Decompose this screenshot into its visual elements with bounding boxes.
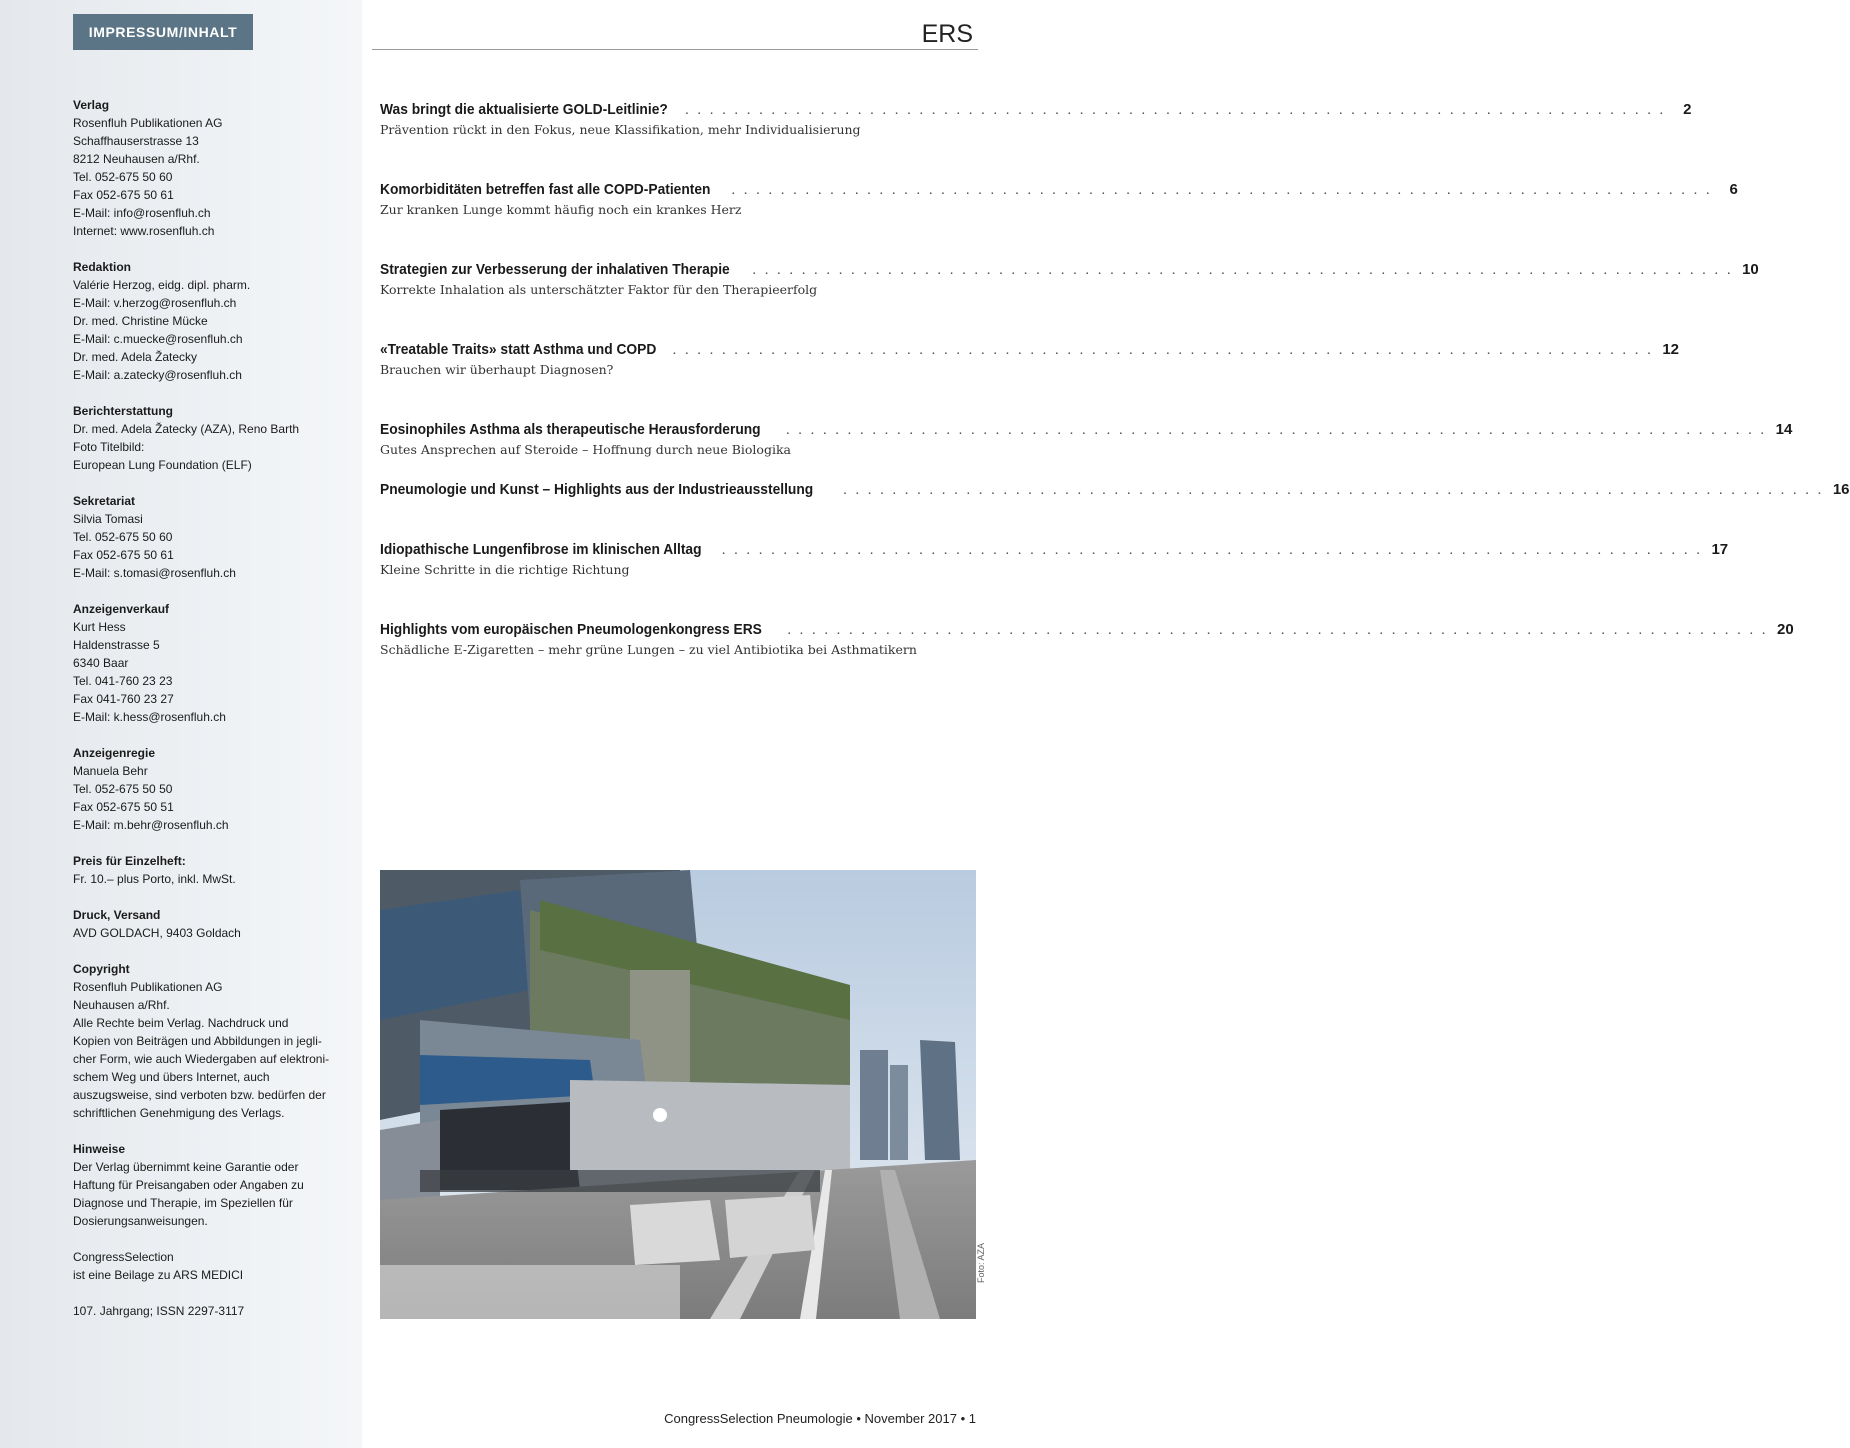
imprint-block	[73, 852, 348, 888]
imprint-line: Alle Rechte beim Verlag. Nachdruck und	[73, 1016, 289, 1030]
toc-heading-row	[380, 261, 1759, 278]
toc-subtitle: Korrekte Inhalation als unterschätzter Faktor für den Therapieerfolg	[380, 282, 818, 297]
imprint-heading: Anzeigenverkauf	[73, 602, 170, 616]
toc-title: Eosinophiles Asthma als therapeutische Herausforderung	[380, 421, 761, 438]
imprint-line: Der Verlag übernimmt keine Garantie oder	[73, 1160, 299, 1174]
imprint-line: Dr. med. Christine Mücke	[73, 314, 208, 328]
toc-title: «Treatable Traits» statt Asthma und COPD	[380, 341, 657, 358]
imprint-line: Fr. 10.– plus Porto, inkl. MwSt.	[73, 872, 236, 886]
imprint-line: Rosenfluh Publikationen AG	[73, 980, 223, 994]
imprint-line: Fax 052-675 50 51	[73, 800, 174, 814]
toc-leader-dots: . . . . . . . . . . . . . . . . . . . . . . . . . . . . . . . . . . . . . . . . . . . . . . . . . . . . . . . . . . . . . . . . . . . . . . . . . . . . . . . .	[752, 261, 1733, 278]
imprint-line: 6340 Baar	[73, 656, 129, 670]
imprint-line: schriftlichen Genehmigung des Verlags.	[73, 1106, 285, 1120]
venue-photo-illustration	[380, 870, 976, 1319]
imprint-line: Diagnose und Therapie, im Speziellen für	[73, 1196, 293, 1210]
toc-leader-dots: . . . . . . . . . . . . . . . . . . . . . . . . . . . . . . . . . . . . . . . . . . . . . . . . . . . . . . . . . . . . . . . . . . . . . . . . . . . . . . . .	[721, 541, 1703, 558]
toc-heading-row	[380, 481, 1850, 498]
toc-title: Komorbiditäten betreffen fast alle COPD-Patienten	[380, 181, 711, 198]
imprint-line: Internet: www.rosenfluh.ch	[73, 224, 215, 238]
toc-page-number: 12	[1662, 341, 1679, 358]
toc-leader-dots: . . . . . . . . . . . . . . . . . . . . . . . . . . . . . . . . . . . . . . . . . . . . . . . . . . . . . . . . . . . . . . . . . . . . . . . . . . . . . . . .	[785, 421, 1767, 438]
toc-leader-dots: . . . . . . . . . . . . . . . . . . . . . . . . . . . . . . . . . . . . . . . . . . . . . . . . . . . . . . . . . . . . . . . . . . . . . . . . . . . . . . . .	[731, 181, 1712, 198]
photo-credit: Foto: AZA	[976, 1242, 986, 1283]
toc-title: Highlights vom europäischen Pneumologenkongress ERS	[380, 621, 762, 638]
toc-subtitle: Kleine Schritte in die richtige Richtung	[380, 562, 630, 577]
imprint-line: Kurt Hess	[73, 620, 126, 634]
toc-title: Was bringt die aktualisierte GOLD-Leitlinie?	[380, 101, 668, 118]
imprint-column	[73, 96, 348, 1338]
toc-heading-row	[380, 101, 1692, 118]
imprint-block	[73, 600, 348, 726]
imprint-line: Rosenfluh Publikationen AG	[73, 116, 223, 130]
toc-page-number: 2	[1683, 101, 1692, 118]
imprint-line: Foto Titelbild:	[73, 440, 145, 454]
imprint-block	[73, 1302, 348, 1320]
imprint-block	[73, 402, 348, 474]
toc-entry[interactable]	[380, 181, 1738, 217]
toc-heading-row	[380, 541, 1729, 558]
toc-leader-dots: . . . . . . . . . . . . . . . . . . . . . . . . . . . . . . . . . . . . . . . . . . . . . . . . . . . . . . . . . . . . . . . . . . . . . . . . . . . . . . . .	[842, 481, 1824, 498]
imprint-line: Silvia Tomasi	[73, 512, 143, 526]
toc-title: Strategien zur Verbesserung der inhalativen Therapie	[380, 261, 730, 278]
toc-page-number: 16	[1832, 481, 1850, 498]
imprint-line: 8212 Neuhausen a/Rhf.	[73, 152, 200, 166]
imprint-block	[73, 906, 348, 942]
toc-leader-dots: . . . . . . . . . . . . . . . . . . . . . . . . . . . . . . . . . . . . . . . . . . . . . . . . . . . . . . . . . . . . . . . . . . . . . . . . . . . . . . . .	[672, 341, 1653, 358]
toc-entry[interactable]	[380, 341, 1679, 377]
imprint-line: Haftung für Preisangaben oder Angaben zu	[73, 1178, 304, 1192]
imprint-line: Tel. 052-675 50 50	[73, 782, 173, 796]
page-footer: CongressSelection Pneumologie • November 2017 • 1	[664, 1411, 976, 1426]
imprint-line: cher Form, wie auch Wiedergaben auf elektroni-	[73, 1052, 330, 1066]
imprint-line: European Lung Foundation (ELF)	[73, 458, 252, 472]
toc-title: Pneumologie und Kunst – Highlights aus der Industrieausstellung	[380, 481, 814, 498]
imprint-line: 107. Jahrgang; ISSN 2297-3117	[73, 1304, 245, 1318]
imprint-line: Manuela Behr	[73, 764, 148, 778]
imprint-block	[73, 1140, 348, 1230]
imprint-heading: Verlag	[73, 98, 110, 112]
toc-entry[interactable]	[380, 101, 1692, 137]
toc-page-number: 6	[1729, 181, 1738, 198]
imprint-line: Dr. med. Adela Žatecky	[73, 350, 198, 364]
imprint-line: ist eine Beilage zu ARS MEDICI	[73, 1268, 244, 1282]
header-rule	[372, 49, 978, 50]
imprint-line: E-Mail: c.muecke@rosenfluh.ch	[73, 332, 243, 346]
imprint-heading: Sekretariat	[73, 494, 136, 508]
imprint-line: Dr. med. Adela Žatecky (AZA), Reno Barth	[73, 422, 300, 436]
toc-leader-dots: . . . . . . . . . . . . . . . . . . . . . . . . . . . . . . . . . . . . . . . . . . . . . . . . . . . . . . . . . . . . . . . . . . . . . . . . . . . . . . . .	[684, 101, 1666, 118]
imprint-line: Kopien von Beiträgen und Abbildungen in jegli-	[73, 1034, 322, 1048]
imprint-sidebar	[0, 0, 362, 1448]
toc-heading-row	[380, 181, 1738, 198]
imprint-line: Schaffhauserstrasse 13	[73, 134, 199, 148]
toc-page-number: 17	[1711, 541, 1729, 558]
imprint-heading: Hinweise	[73, 1142, 126, 1156]
toc-heading-row	[380, 421, 1793, 438]
imprint-line: Tel. 041-760 23 23	[73, 674, 173, 688]
imprint-heading: Copyright	[73, 962, 130, 976]
imprint-block	[73, 1248, 348, 1284]
imprint-line: schem Weg und übers Internet, auch	[73, 1070, 270, 1084]
toc-title: Idiopathische Lungenfibrose im klinischen Alltag	[380, 541, 702, 558]
toc-subtitle: Zur kranken Lunge kommt häufig noch ein krankes Herz	[380, 202, 742, 217]
imprint-line: CongressSelection	[73, 1250, 174, 1264]
imprint-line: Tel. 052-675 50 60	[73, 530, 173, 544]
imprint-line: Tel. 052-675 50 60	[73, 170, 173, 184]
toc-subtitle: Gutes Ansprechen auf Steroide – Hoffnung durch neue Biologika	[380, 442, 791, 457]
toc-subtitle: Prävention rückt in den Fokus, neue Klassifikation, mehr Individualisierung	[380, 122, 861, 137]
imprint-line: E-Mail: v.herzog@rosenfluh.ch	[73, 296, 237, 310]
toc-subtitle: Brauchen wir überhaupt Diagnosen?	[380, 362, 614, 377]
imprint-line: Fax 052-675 50 61	[73, 548, 174, 562]
imprint-block	[73, 960, 348, 1122]
toc-entry[interactable]	[380, 621, 1794, 657]
imprint-line: E-Mail: m.behr@rosenfluh.ch	[73, 818, 229, 832]
imprint-line: E-Mail: k.hess@rosenfluh.ch	[73, 710, 226, 724]
toc-subtitle: Schädliche E-Zigaretten – mehr grüne Lungen – zu viel Antibiotika bei Asthmatikern	[380, 642, 917, 657]
imprint-line: Haldenstrasse 5	[73, 638, 160, 652]
imprint-line: Valérie Herzog, eidg. dipl. pharm.	[73, 278, 251, 292]
imprint-block	[73, 258, 348, 384]
section-tab: IMPRESSUM/INHALT	[73, 14, 253, 50]
toc-entry[interactable]	[380, 481, 1850, 498]
imprint-line: Neuhausen a/Rhf.	[73, 998, 170, 1012]
toc-heading-row	[380, 621, 1794, 638]
imprint-line: auszugsweise, sind verboten bzw. bedürfen der	[73, 1088, 326, 1102]
imprint-heading: Berichterstattung	[73, 404, 174, 418]
imprint-line: Dosierungsanweisungen.	[73, 1214, 208, 1228]
imprint-block	[73, 492, 348, 582]
toc-page-number: 14	[1775, 421, 1793, 438]
brand-label: ERS	[921, 20, 973, 48]
imprint-block	[73, 744, 348, 834]
imprint-heading: Preis für Einzelheft:	[73, 854, 186, 868]
imprint-line: E-Mail: info@rosenfluh.ch	[73, 206, 211, 220]
toc-entry[interactable]	[380, 421, 1793, 457]
toc-page-number: 10	[1742, 261, 1759, 278]
imprint-heading: Redaktion	[73, 260, 132, 274]
imprint-line: Fax 041-760 23 27	[73, 692, 174, 706]
congress-venue-photo	[380, 870, 976, 1319]
toc-page-number: 20	[1777, 621, 1794, 638]
toc-heading-row	[380, 341, 1679, 358]
toc-entry[interactable]	[380, 261, 1759, 297]
imprint-line: Fax 052-675 50 61	[73, 188, 174, 202]
imprint-line: AVD GOLDACH, 9403 Goldach	[73, 926, 241, 940]
toc-entry[interactable]	[380, 541, 1729, 577]
imprint-block	[73, 96, 348, 240]
imprint-heading: Druck, Versand	[73, 908, 161, 922]
imprint-heading: Anzeigenregie	[73, 746, 156, 760]
imprint-line: E-Mail: a.zatecky@rosenfluh.ch	[73, 368, 242, 382]
imprint-line: E-Mail: s.tomasi@rosenfluh.ch	[73, 566, 236, 580]
toc-leader-dots: . . . . . . . . . . . . . . . . . . . . . . . . . . . . . . . . . . . . . . . . . . . . . . . . . . . . . . . . . . . . . . . . . . . . . . . . . . . . . . . .	[787, 621, 1768, 638]
